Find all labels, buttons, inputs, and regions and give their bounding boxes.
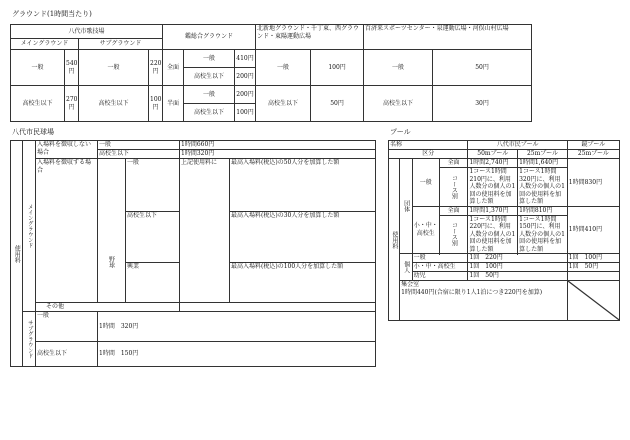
- momo-koukou-price: 30円: [433, 86, 532, 122]
- sub-koukou-price: 1時間 150円: [98, 342, 376, 367]
- add-30-text: 最高入場料(税込)の30人分を加算した額: [230, 212, 376, 263]
- with-fee-label: 入場料を徴収する場合: [36, 159, 98, 303]
- with-fee-ippan-label: 一般: [126, 159, 180, 212]
- diagonal-slash: [568, 281, 619, 320]
- no-fee-koukou-label: 高校生以下: [98, 150, 180, 159]
- kanso-zen-koukou-label: 高校生以下: [184, 68, 235, 86]
- shochu-course-25: 1コース1時間150円に、利用人数分の個人の1回の使用料を加算した額: [518, 215, 568, 254]
- momo-ippan-label: 一般: [364, 50, 433, 86]
- kanso-hanmen-label: 半面: [163, 86, 184, 122]
- kojin-yoji-label: 幼児: [412, 272, 468, 281]
- shukai-cell: [400, 281, 568, 321]
- m25b-label: 25mプール: [567, 150, 619, 159]
- sonota-label: その他: [36, 303, 180, 312]
- shochu-zen-50: 1時間1,370円: [468, 206, 518, 215]
- kanso-zen-ippan-label: 一般: [184, 50, 235, 68]
- no-fee-koukou-price: 1時間320円: [180, 150, 376, 159]
- ippan-course-50: 1コース1時間210円に、利用人数分の個人の1回の使用料を加算した額: [468, 168, 518, 207]
- kojin-shochu-label: 小・中・高校生: [412, 263, 468, 272]
- shochu-zenmen-label: 全面: [439, 206, 468, 215]
- momo-ippan-price: 50円: [433, 50, 532, 86]
- main-ground-header: メイングラウンド: [11, 39, 79, 50]
- kanso-han-ippan-price: 200円: [235, 86, 256, 104]
- kita-ippan-label: 一般: [256, 50, 311, 86]
- ippan-course-25: 1コース1時間320円に、利用人数分の個人の1回の使用料を加算した額: [518, 168, 568, 207]
- meisho-label: 名称: [389, 141, 468, 150]
- kanso-han-koukou-label: 高校生以下: [184, 104, 235, 122]
- kyujo-table: [10, 140, 376, 367]
- sub-ground-header: サブグラウンド: [79, 39, 163, 50]
- ippan-kagami: 1時間830円: [567, 159, 619, 207]
- shukai-text: 1時間440円(合宿に限り1人1泊につき220円を加算): [401, 288, 543, 296]
- momo-koukou-label: 高校生以下: [364, 86, 433, 122]
- shukai-kagami-empty: [567, 281, 619, 321]
- kyujo-main-label: メイングラウンド: [23, 141, 36, 312]
- dantai-shochu-label: 小・中・高校生: [412, 206, 439, 254]
- kanso-han-ippan-label: 一般: [184, 86, 235, 104]
- shukai-label: 集会室: [401, 281, 420, 288]
- kitashinchi-header: 北新地グラウンド・千丁東、西グラウンド・東陽運動広場: [256, 25, 364, 50]
- no-fee-ippan-label: 一般: [98, 141, 180, 150]
- jouki-label: 上記使用料に: [180, 159, 230, 303]
- ippan-zen-50: 1時間2,740円: [468, 159, 518, 168]
- ippan-course-label: コース別: [439, 168, 468, 207]
- no-fee-ippan-price: 1時間660円: [180, 141, 376, 150]
- kojin-yoji-price: 1回 50円: [468, 272, 567, 281]
- kyujo-title: 八代市民球場: [12, 128, 54, 136]
- main-koukou-price: 270円: [65, 86, 79, 122]
- momoderu-header: 百済来スポーツセンター・泉運動広場・河俣山村広場: [364, 25, 532, 50]
- yashiro-header: 八代市歌技場: [11, 25, 163, 39]
- dantai-ippan-label: 一般: [412, 159, 439, 207]
- sub-koukou-label: 高校生以下: [79, 86, 149, 122]
- add-50-text: 最高入場料(税込)の50人分を加算した額: [230, 159, 376, 212]
- main-ippan-label: 一般: [11, 50, 65, 86]
- ground-title: グラウンド(1時間当たり): [12, 10, 92, 18]
- kyujo-table-wrap: [10, 140, 375, 373]
- pool-shiyoryo: 使用料: [389, 159, 400, 321]
- ippan-zenmen-label: 全面: [439, 159, 468, 168]
- kogyo-label: 興業: [126, 263, 180, 303]
- kojin-ippan-label: 一般: [412, 254, 468, 263]
- kita-koukou-label: 高校生以下: [256, 86, 311, 122]
- kanso-han-koukou-price: 100円: [235, 104, 256, 122]
- main-koukou-label: 高校生以下: [11, 86, 65, 122]
- sub-ippan-price: 220円: [149, 50, 163, 86]
- kojin-yoji-kagami-empty: [567, 272, 619, 281]
- kyujo-sub-label: サブグラウンド: [23, 312, 36, 367]
- yashiro-pool-label: 八代市民プール: [468, 141, 567, 150]
- kojin-ippan-kagami: 1回 100円: [567, 254, 619, 263]
- m25-label: 25mプール: [518, 150, 568, 159]
- kanso-zenmen-label: 全面: [163, 50, 184, 86]
- sub-koukou-price: 100円: [149, 86, 163, 122]
- kanso-header: 鑑総合グラウンド: [163, 25, 256, 50]
- sub-ippan-label: 一般: [36, 312, 98, 342]
- kanso-zen-koukou-price: 200円: [235, 68, 256, 86]
- yakyu-label: 野球: [107, 255, 115, 268]
- kubun-label: 区分: [389, 150, 468, 159]
- sub-koukou-label: 高校生以下: [36, 342, 98, 367]
- kojin-ippan-price: 1回 220円: [468, 254, 567, 263]
- shochu-course-label: コース別: [439, 215, 468, 254]
- kojin-label: 個人: [400, 254, 412, 281]
- m50-label: 50mプール: [468, 150, 518, 159]
- with-fee-koukou-label: 高校生以下: [126, 212, 180, 263]
- shochu-course-50: 1コース1時間220円に、利用人数分の個人の1回の使用料を加算した額: [468, 215, 518, 254]
- kita-koukou-price: 50円: [311, 86, 364, 122]
- kagami-pool-label: 鏡プール: [567, 141, 619, 150]
- kojin-shochu-price: 1回 100円: [468, 263, 567, 272]
- shochu-zen-25: 1時間810円: [518, 206, 568, 215]
- shochu-kagami: 1時間410円: [567, 206, 619, 254]
- pool-title: プール: [390, 128, 411, 136]
- sub-ippan-label: 一般: [79, 50, 149, 86]
- kanso-zen-ippan-price: 410円: [235, 50, 256, 68]
- no-fee-label: 入場料を徴収しない場合: [36, 141, 98, 159]
- add-100-text: 最高入場料(税込)の100人分を加算した額: [230, 263, 376, 303]
- pool-table: [388, 140, 620, 321]
- main-ippan-price: 540円: [65, 50, 79, 86]
- kyujo-shiyoryo: 使用料: [11, 141, 23, 367]
- ippan-zen-25: 1時間1,640円: [518, 159, 568, 168]
- kojin-shochu-kagami: 1回 50円: [567, 263, 619, 272]
- dantai-label: 団体: [400, 159, 412, 254]
- kita-ippan-price: 100円: [311, 50, 364, 86]
- ground-table: [10, 24, 532, 122]
- sub-ippan-price: 1時間 320円: [98, 312, 376, 342]
